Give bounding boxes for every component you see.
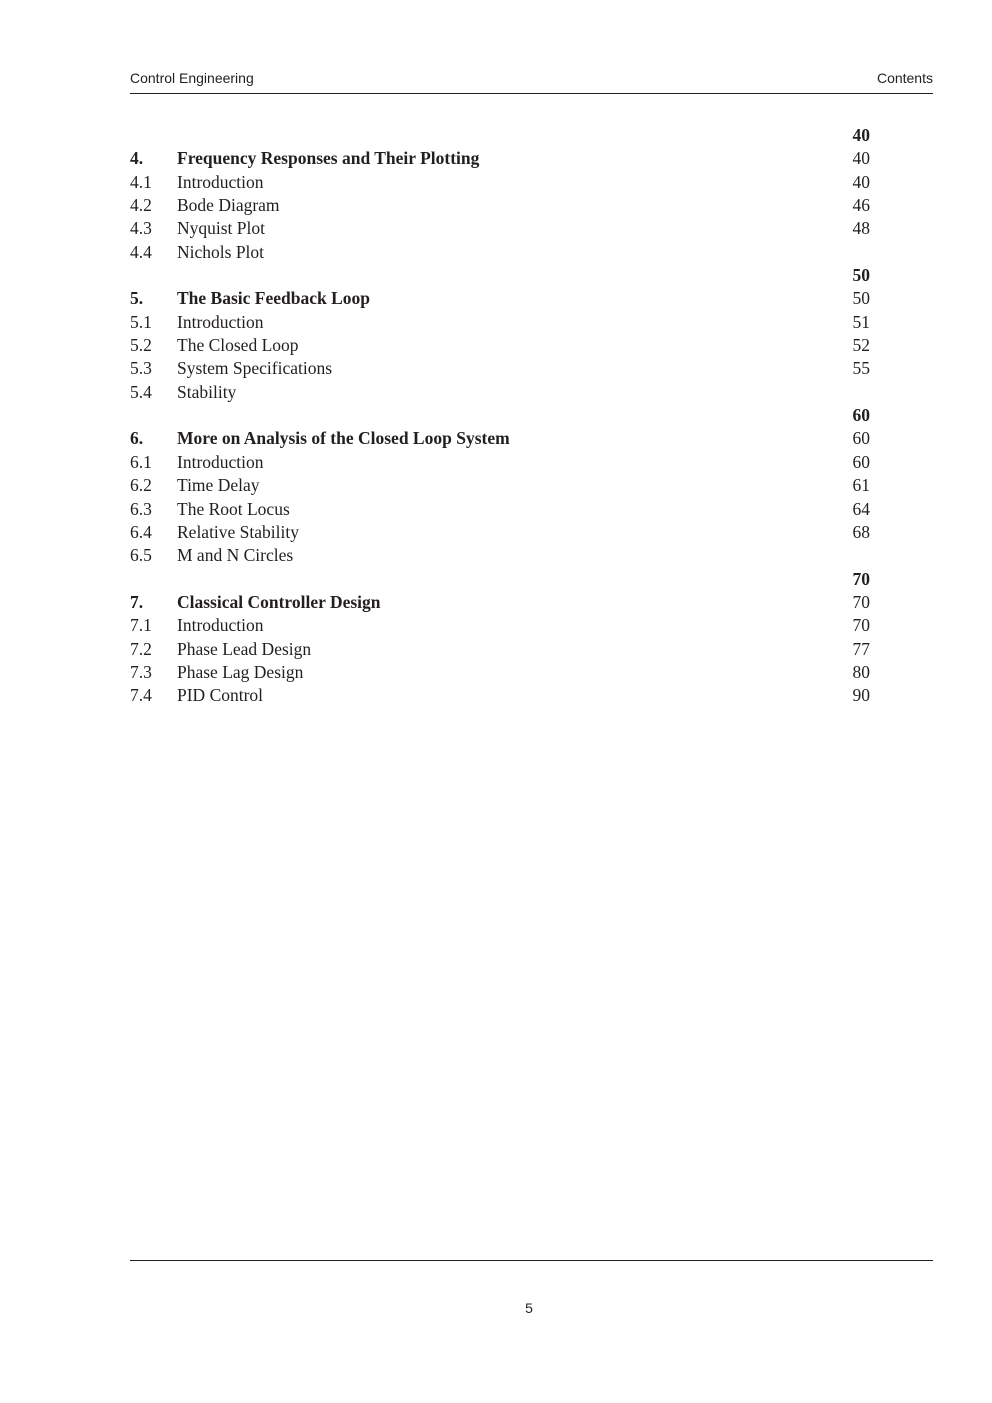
toc-entry-title: Phase Lag Design [177, 661, 304, 682]
toc-entry-number: 7. [130, 591, 144, 612]
toc-entry-title: Stability [177, 381, 237, 402]
toc-entry-number: 5.4 [130, 381, 152, 402]
toc-section-entry [130, 171, 870, 194]
toc-page-marker [130, 264, 870, 287]
toc-entry-page: 70 [852, 591, 870, 612]
toc-section-entry [130, 638, 870, 661]
toc-entry-number: 6.2 [130, 475, 152, 496]
toc-section-entry [130, 498, 870, 521]
toc-entry-title: System Specifications [177, 358, 333, 379]
toc-entry-number: 5.3 [130, 358, 152, 379]
toc-section-entry [130, 474, 870, 497]
toc-entry-page: 60 [852, 451, 870, 472]
toc-entry-number: 7.2 [130, 638, 152, 659]
toc-entry-number: 4.3 [130, 218, 152, 239]
toc-entry-title: Time Delay [177, 475, 260, 496]
toc-section-entry [130, 311, 870, 334]
header-section-title: Contents [876, 70, 933, 86]
toc-entry-page: 61 [852, 475, 870, 496]
toc-entry-page: 52 [852, 335, 870, 356]
toc-entry-title: Relative Stability [177, 521, 299, 542]
toc-entry-title: Introduction [177, 615, 264, 636]
toc-section-entry [130, 451, 870, 474]
toc-entry-title: Frequency Responses and Their Plotting [177, 148, 480, 169]
toc-entry-title: PID Control [177, 685, 264, 706]
toc-entry-page: 70 [852, 615, 870, 636]
toc-entry-title: Introduction [177, 171, 264, 192]
toc-section-entry [130, 194, 870, 217]
toc-entry-number: 7.1 [130, 615, 152, 636]
toc-entry-page: 46 [852, 195, 870, 216]
toc-entry-page: 60 [852, 428, 870, 449]
toc-entry-page: 50 [852, 265, 870, 286]
toc-entry-number: 5.2 [130, 335, 152, 356]
toc-section-entry [130, 614, 870, 637]
toc-section-entry [130, 381, 870, 404]
toc-section-entry [130, 334, 870, 357]
toc-entry-title: M and N Circles [177, 545, 294, 566]
toc-entry-title: Phase Lead Design [177, 638, 312, 659]
toc-page-marker [130, 124, 870, 147]
toc-entry-number: 7.4 [130, 685, 152, 706]
toc-entry-title: Introduction [177, 311, 264, 332]
toc-entry-page: 40 [852, 125, 870, 145]
toc-entry-title: The Root Locus [177, 498, 290, 519]
toc-entry-page: 68 [852, 521, 870, 542]
toc-entry-number: 6.4 [130, 521, 152, 542]
toc-section-entry [130, 241, 870, 264]
footer-rule [130, 1260, 933, 1261]
toc-chapter-entry [130, 591, 870, 614]
toc-section-entry [130, 684, 870, 707]
toc-section-entry [130, 217, 870, 240]
toc-chapter-entry [130, 287, 870, 310]
header-rule [130, 93, 933, 94]
toc-entry-number: 5. [130, 288, 144, 309]
toc-page-marker [130, 568, 870, 591]
toc-entry-page: 48 [852, 218, 870, 239]
toc-entry-number: 6.3 [130, 498, 152, 519]
toc-entry-number: 4.4 [130, 241, 152, 262]
toc-entry-number: 4.1 [130, 171, 152, 192]
toc-page-marker [130, 404, 870, 427]
toc-entry-page: 40 [852, 171, 870, 192]
toc-entry-number: 5.1 [130, 311, 152, 332]
running-header [130, 68, 933, 90]
page-number: 5 [525, 1300, 533, 1316]
toc-entry-page: 50 [852, 288, 870, 309]
toc-chapter-entry [130, 427, 870, 450]
toc-entry-number: 4. [130, 148, 144, 169]
toc-entry-page: 51 [852, 311, 870, 332]
toc-entry-number: 7.3 [130, 661, 152, 682]
toc-entry-title: Introduction [177, 451, 264, 472]
toc-entry-number: 6. [130, 428, 144, 449]
toc-entry-page: 64 [852, 498, 870, 519]
toc-entry-page: 80 [852, 661, 870, 682]
toc-entry-title: Nyquist Plot [177, 218, 266, 239]
toc-entry-title: Bode Diagram [177, 195, 280, 216]
toc-entry-number: 4.2 [130, 195, 152, 216]
toc-entry-title: The Basic Feedback Loop [177, 288, 371, 309]
toc-entry-page: 60 [852, 405, 870, 426]
toc-entry-page: 40 [852, 148, 870, 169]
toc-section-entry [130, 661, 870, 684]
toc-section-entry [130, 544, 870, 567]
toc-entry-title: Nichols Plot [177, 241, 265, 262]
toc-section-entry [130, 521, 870, 544]
header-book-title: Control Engineering [130, 70, 254, 86]
toc-entry-title: More on Analysis of the Closed Loop System [177, 428, 510, 449]
toc-entry-title: The Closed Loop [177, 335, 299, 356]
toc-entry-number: 6.1 [130, 451, 152, 472]
toc-entry-page: 55 [852, 358, 870, 379]
toc-entry-page: 70 [852, 568, 870, 589]
toc-entry-page: 90 [852, 685, 870, 706]
toc-chapter-entry [130, 147, 870, 170]
toc-entry-page: 77 [852, 638, 870, 659]
toc-entry-number: 6.5 [130, 545, 152, 566]
table-of-contents [130, 124, 870, 708]
toc-section-entry [130, 357, 870, 380]
toc-entry-title: Classical Controller Design [177, 591, 381, 612]
